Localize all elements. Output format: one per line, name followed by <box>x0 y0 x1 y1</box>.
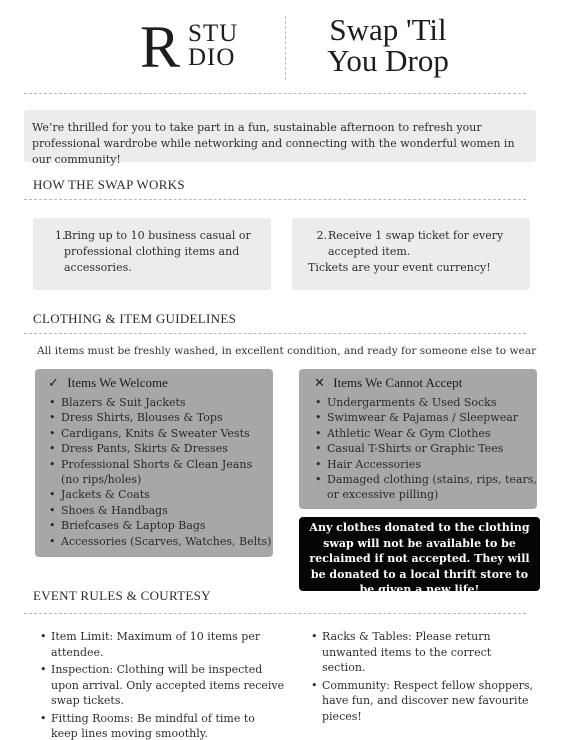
guidelines-heading: CLOTHING & ITEM GUIDELINES <box>33 311 237 326</box>
step-1-box <box>33 218 271 290</box>
rule-item: • Fitting Rooms: Be mindful of time to keep lines moving smoothly. <box>39 711 285 740</box>
welcome-item: • Cardigans, Knits & Sweater Vests <box>48 426 273 441</box>
header-divider <box>285 16 286 80</box>
not-accepted-title <box>314 375 537 391</box>
guidelines-subtitle: All items must be freshly washed, in excellent condition, and ready for someone else to wear <box>37 345 537 357</box>
welcome-item: • Professional Shorts & Clean Jeans (no rips/holes) <box>48 457 273 488</box>
rule-item: • Community: Respect fellow shoppers, have fun, and discover new favourite pieces! <box>310 678 538 725</box>
not-accepted-panel <box>299 369 537 509</box>
checkmark-icon: ✓ <box>48 375 59 390</box>
welcome-item: • Blazers & Suit Jackets <box>48 395 273 410</box>
not-accepted-item: • Casual T-Shirts or Graphic Tees <box>314 441 537 456</box>
rule-item: • Inspection: Clothing will be inspected upon arrival. Only accepted items receive swap tickets. <box>39 662 285 709</box>
step-1-text: Bring up to 10 business casual or professional clothing items and accessories. <box>64 229 251 274</box>
step-2-text: Receive 1 swap ticket for every accepted item. <box>328 229 504 258</box>
donation-notice: Any clothes donated to the clothing swap will not be available to be reclaimed if not accepted. They will be donated to a local thrift store to be given a new life! <box>299 517 540 591</box>
step-2-number: 2. <box>316 229 327 242</box>
welcome-item: • Accessories (Scarves, Watches, Belts) <box>48 534 273 549</box>
step-1-number: 1. <box>55 229 66 242</box>
how-rule <box>24 199 526 200</box>
logo-line-1: STU <box>188 20 239 47</box>
welcome-item: • Briefcases & Laptop Bags <box>48 518 273 533</box>
guidelines-rule <box>24 333 526 334</box>
welcome-item: • Jackets & Coats <box>48 487 273 502</box>
not-accepted-item: • Athletic Wear & Gym Clothes <box>314 426 537 441</box>
rules-list-right <box>310 629 538 726</box>
how-heading: HOW THE SWAP WORKS <box>33 177 185 192</box>
title-line-1: Swap 'Til <box>329 12 447 47</box>
intro-text: We’re thrilled for you to take part in a fun, sustainable afternoon to refresh your professional wardrobe while networking and connecting with the wonderful women in our community! <box>24 110 536 162</box>
title-line-2: You Drop <box>327 43 449 78</box>
not-accepted-title-text: Items We Cannot Accept <box>333 375 463 390</box>
welcome-title <box>48 375 273 391</box>
not-accepted-item: • Damaged clothing (stains, rips, tears, or excessive pilling) <box>314 472 537 503</box>
not-accepted-item: • Swimwear & Pajamas / Sleepwear <box>314 410 537 425</box>
welcome-item: • Dress Shirts, Blouses & Tops <box>48 410 273 425</box>
welcome-item: • Dress Pants, Skirts & Dresses <box>48 441 273 456</box>
welcome-panel <box>35 369 273 557</box>
welcome-list <box>48 395 273 549</box>
not-accepted-item: • Undergarments & Used Socks <box>314 395 537 410</box>
not-accepted-item: • Hair Accessories <box>314 457 537 472</box>
rules-rule <box>24 613 526 614</box>
step-1 <box>55 228 263 276</box>
step-2-note: Tickets are your event currency! <box>308 261 491 274</box>
not-accepted-list <box>314 395 537 503</box>
welcome-title-text: Items We Welcome <box>67 375 168 390</box>
page-title <box>298 14 478 76</box>
rule-item: • Racks & Tables: Please return unwanted items to the correct section. <box>310 629 538 676</box>
rule-item: • Item Limit: Maximum of 10 items per attendee. <box>39 629 285 660</box>
rules-heading: EVENT RULES & COURTESY <box>33 588 211 603</box>
step-2 <box>308 228 524 260</box>
logo-line-2: DIO <box>188 44 236 71</box>
logo-letter: R <box>140 14 181 80</box>
step-2-box <box>292 218 530 290</box>
x-icon: ✕ <box>314 375 325 390</box>
welcome-item: • Shoes & Handbags <box>48 503 273 518</box>
header-rule <box>24 93 526 94</box>
rules-list-left <box>39 629 285 740</box>
studio-logo <box>140 14 250 80</box>
